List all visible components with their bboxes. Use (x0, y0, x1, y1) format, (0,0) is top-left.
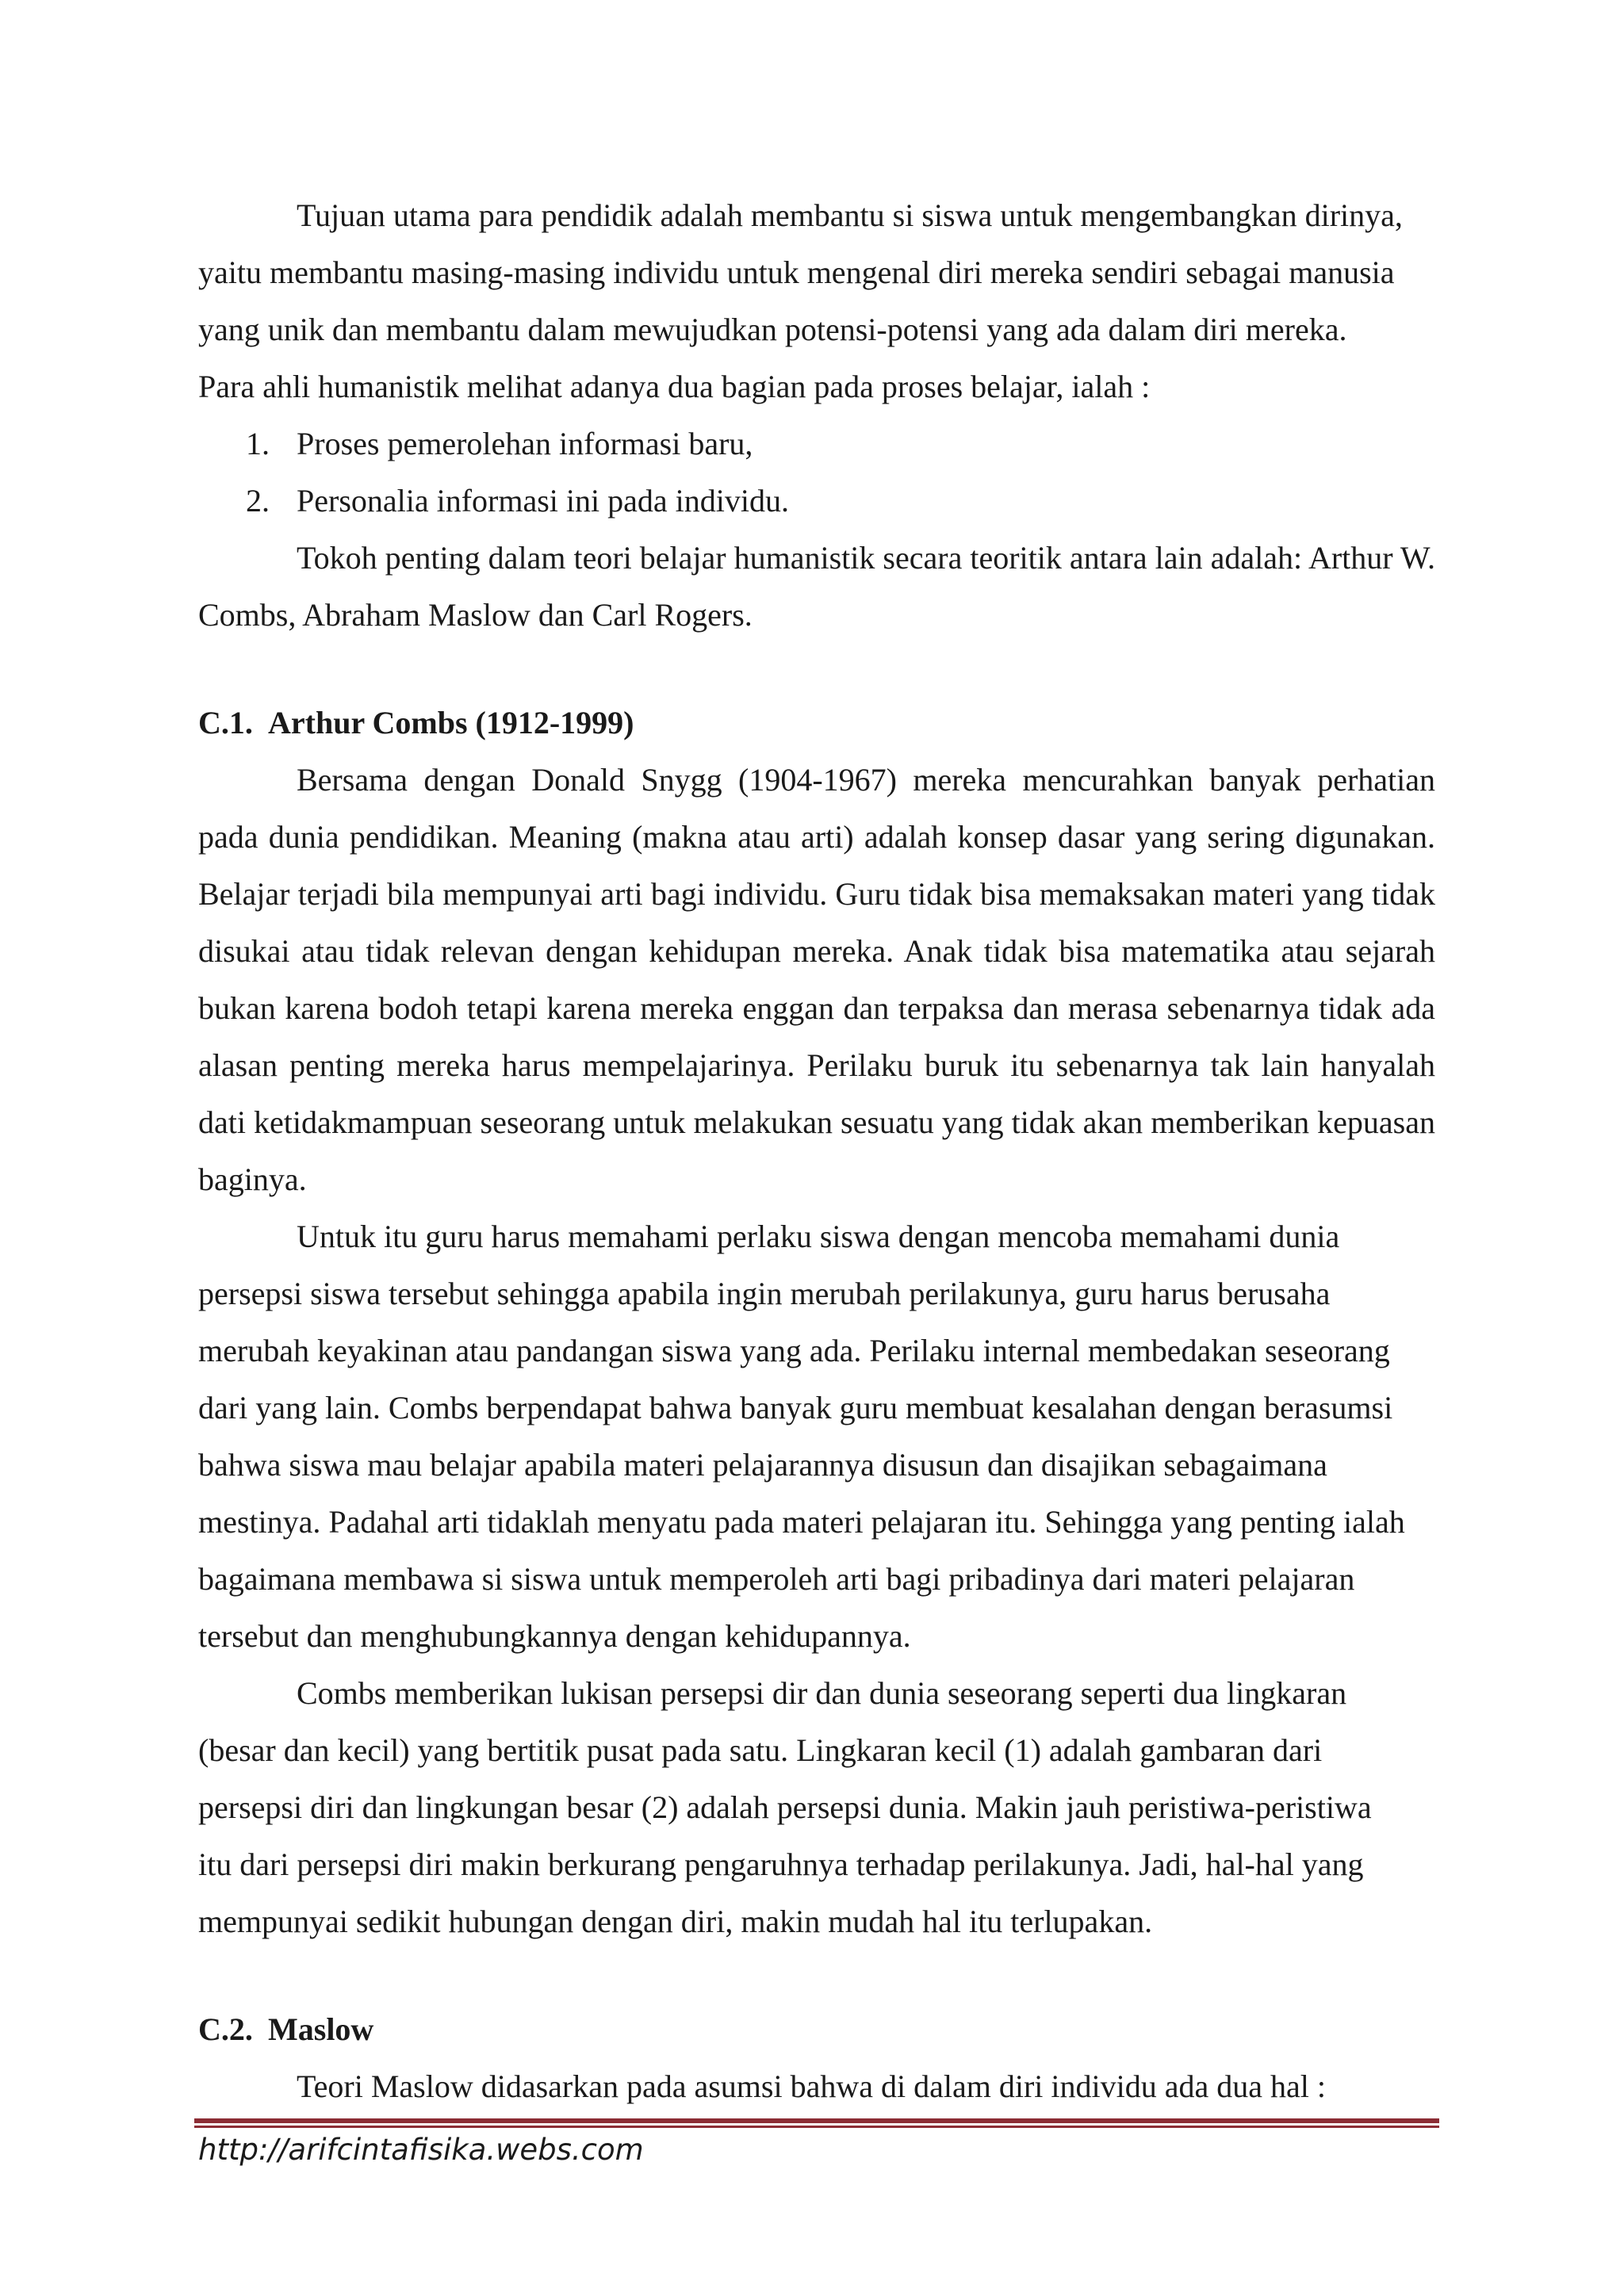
combs-paragraph-2: Untuk itu guru harus memahami perlaku siswa dengan mencoba memahami dunia persepsi siswa tersebut sehingga apabila ingin merubah perilakunya, guru harus berusaha merubah keyakinan atau pandangan siswa yang ada. Perilaku internal membedakan seseorang dari yang lain. Combs berpendapat bahwa banyak guru membuat kesalahan dengan berasumsi bahwa siswa mau belajar apabila materi pelajarannya disusun dan disajikan sebagaimana mestinya. Padahal arti tidaklah menyatu pada materi pelajaran itu. Sehingga yang penting ialah bagaimana membawa si siswa untuk memperoleh arti bagi pribadinya dari materi pelajaran tersebut dan menghubungkannya dengan kehidupannya. (198, 1219, 1405, 1654)
section-title: Maslow (268, 2011, 374, 2047)
figures-paragraph: Tokoh penting dalam teori belajar humanistik secara teoritik antara lain adalah: Arthur W. Combs, Abraham Maslow dan Carl Rogers. (198, 540, 1435, 633)
list-item (198, 473, 1435, 530)
footer-rule (194, 2118, 1439, 2128)
list-item (198, 415, 1435, 473)
section-gap (198, 644, 1435, 695)
maslow-paragraph-1: Teori Maslow didasarkan pada asumsi bahwa di dalam diri individu ada dua hal : (297, 2068, 1326, 2104)
list-text: Personalia informasi ini pada individu. (297, 483, 789, 519)
page-body (198, 187, 1435, 2115)
list-number: 2. (246, 483, 270, 519)
learning-process-list (198, 415, 1435, 530)
intro-paragraph: Tujuan utama para pendidik adalah membantu si siswa untuk mengembangkan dirinya, yaitu membantu masing-masing individu untuk mengenal diri mereka sendiri sebagai manusia yang unik dan membantu dalam mewujudkan potensi-potensi yang ada dalam diri mereka. Para ahli humanistik melihat adanya dua bagian pada proses belajar, ialah : (198, 197, 1403, 404)
combs-paragraph-1: Bersama dengan Donald Snygg (1904-1967) mereka mencurahkan banyak perhatian pada dunia pendidikan. Meaning (makna atau arti) adalah konsep dasar yang sering digunakan. Belajar terjadi bila mempunyai arti bagi individu. Guru tidak bisa memaksakan materi yang tidak disukai atau tidak relevan dengan kehidupan mereka. Anak tidak bisa matematika atau sejarah bukan karena bodoh tetapi karena mereka enggan dan terpaksa dan merasa sebenarnya tidak ada alasan penting mereka harus mempelajarinya. Perilaku buruk itu sebenarnya tak lain hanyalah dati ketidakmampuan seseorang untuk melakukan sesuatu yang tidak akan memberikan kepuasan baginya. (198, 762, 1435, 1197)
section-gap (198, 1950, 1435, 2001)
combs-paragraph-3: Combs memberikan lukisan persepsi dir dan dunia seseorang seperti dua lingkaran (besar dan kecil) yang bertitik pusat pada satu. Lingkaran kecil (1) adalah gambaran dari persepsi diri dan lingkungan besar (2) adalah persepsi dunia. Makin jauh peristiwa-peristiwa itu dari persepsi diri makin berkurang pengaruhnya terhadap perilakunya. Jadi, hal-hal yang mempunyai sedikit hubungan dengan diri, makin mudah hal itu terlupakan. (198, 1675, 1372, 1939)
list-text: Proses pemerolehan informasi baru, (297, 426, 753, 461)
list-number: 1. (246, 426, 270, 461)
section-number: C.1. (198, 705, 253, 740)
section-heading-c1 (198, 695, 1435, 752)
section-number: C.2. (198, 2011, 253, 2047)
section-heading-c2 (198, 2001, 1435, 2058)
footer-url: http://arifcintafisika.webs.com (198, 2133, 644, 2167)
section-title: Arthur Combs (1912-1999) (268, 705, 634, 740)
